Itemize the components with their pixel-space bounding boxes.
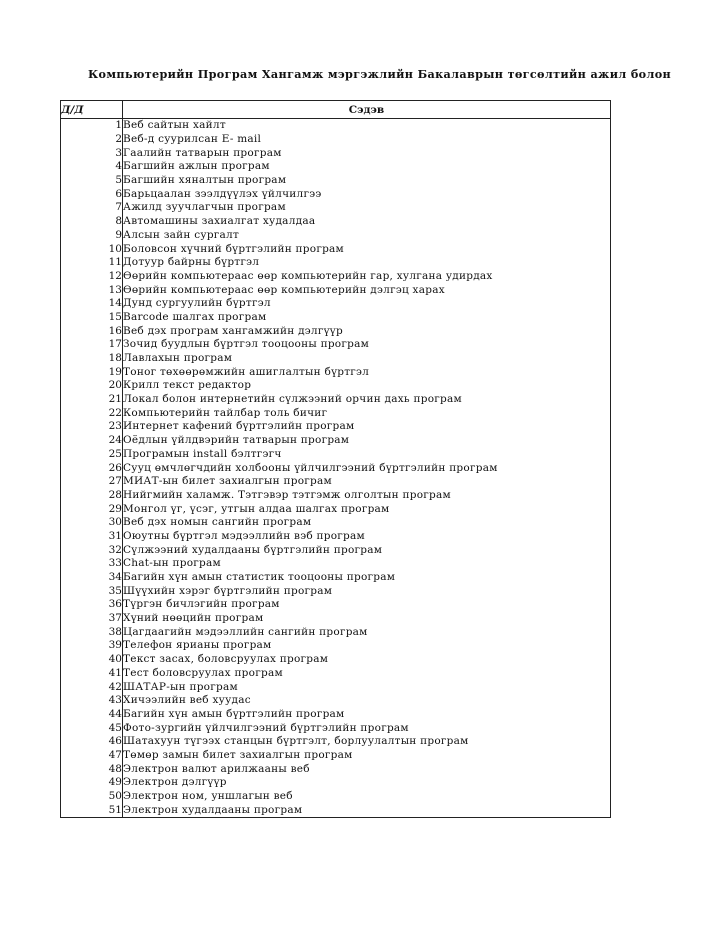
row-topic: Багшийн ажлын програм <box>123 160 611 174</box>
table-row <box>61 803 611 817</box>
row-topic: Шатахуун түгээх станцын бүртгэлт, борлуулалтын програм <box>123 735 611 749</box>
row-number: 32 <box>61 543 123 557</box>
row-topic: Оёдлын үйлдвэрийн татварын програм <box>123 434 611 448</box>
table-row <box>61 448 611 462</box>
row-topic: Веб дэх програм хангамжийн дэлгүүр <box>123 324 611 338</box>
row-topic: Алсын зайн сургалт <box>123 229 611 243</box>
table-row <box>61 160 611 174</box>
row-topic: Цагдаагийн мэдээллийн сангийн програм <box>123 625 611 639</box>
row-number: 47 <box>61 749 123 763</box>
row-topic: Ажилд зуучлагчын програм <box>123 201 611 215</box>
table-row <box>61 283 611 297</box>
number-column-header: Д/Д <box>61 101 123 119</box>
table-row <box>61 420 611 434</box>
table-row <box>61 256 611 270</box>
topic-column-header: Сэдэв <box>123 101 611 119</box>
row-number: 8 <box>61 215 123 229</box>
row-topic: ШАТАР-ын програм <box>123 680 611 694</box>
row-number: 26 <box>61 461 123 475</box>
row-number: 48 <box>61 762 123 776</box>
row-topic: Компьютерийн тайлбар толь бичиг <box>123 406 611 420</box>
row-number: 31 <box>61 530 123 544</box>
table-row <box>61 174 611 188</box>
row-topic: Интернет кафений бүртгэлийн програм <box>123 420 611 434</box>
table-row <box>61 790 611 804</box>
row-topic: Програмын install бэлтгэгч <box>123 448 611 462</box>
table-row <box>61 571 611 585</box>
row-topic: Монгол үг, үсэг, утгын алдаа шалгах програм <box>123 502 611 516</box>
row-topic: Веб сайтын хайлт <box>123 119 611 133</box>
table-row <box>61 187 611 201</box>
row-topic: Дунд сургуулийн бүртгэл <box>123 297 611 311</box>
row-topic: Дотуур байрны бүртгэл <box>123 256 611 270</box>
row-number: 35 <box>61 584 123 598</box>
row-number: 2 <box>61 133 123 147</box>
table-row <box>61 639 611 653</box>
row-topic: Chat-ын програм <box>123 557 611 571</box>
row-number: 43 <box>61 694 123 708</box>
row-number: 51 <box>61 803 123 817</box>
row-topic: Локал болон интернетийн сүлжээний орчин дахь програм <box>123 393 611 407</box>
row-topic: Веб дэх номын сангийн програм <box>123 516 611 530</box>
row-topic: Barcode шалгах програм <box>123 311 611 325</box>
row-topic: Шүүхийн хэрэг бүртгэлийн програм <box>123 584 611 598</box>
row-topic: Оюутны бүртгэл мэдээллийн вэб програм <box>123 530 611 544</box>
row-number: 14 <box>61 297 123 311</box>
row-number: 22 <box>61 406 123 420</box>
table-row <box>61 612 611 626</box>
row-number: 7 <box>61 201 123 215</box>
row-topic: Багийн хүн амын бүртгэлийн програм <box>123 708 611 722</box>
row-topic: Багийн хүн амын статистик тооцооны програм <box>123 571 611 585</box>
row-topic: Хүний нөөцийн програм <box>123 612 611 626</box>
table-row <box>61 133 611 147</box>
row-number: 24 <box>61 434 123 448</box>
table-row <box>61 543 611 557</box>
row-number: 25 <box>61 448 123 462</box>
table-row <box>61 625 611 639</box>
row-topic: Өөрийн компьютераас өөр компьютерийн дэлгэц харах <box>123 283 611 297</box>
table-row <box>61 324 611 338</box>
table-row <box>61 379 611 393</box>
table-row <box>61 201 611 215</box>
row-topic: Автомашины захиалгат худалдаа <box>123 215 611 229</box>
table-row <box>61 461 611 475</box>
table-row <box>61 146 611 160</box>
table-row <box>61 708 611 722</box>
table-row <box>61 502 611 516</box>
row-topic: Барьцаалан зээлдүүлэх үйлчилгээ <box>123 187 611 201</box>
row-number: 27 <box>61 475 123 489</box>
table-row <box>61 311 611 325</box>
table-row <box>61 653 611 667</box>
row-number: 3 <box>61 146 123 160</box>
table-row <box>61 762 611 776</box>
row-topic: Электрон дэлгүүр <box>123 776 611 790</box>
row-number: 5 <box>61 174 123 188</box>
table-row <box>61 297 611 311</box>
row-number: 23 <box>61 420 123 434</box>
row-number: 4 <box>61 160 123 174</box>
row-number: 28 <box>61 489 123 503</box>
row-number: 33 <box>61 557 123 571</box>
table-row <box>61 365 611 379</box>
row-number: 29 <box>61 502 123 516</box>
row-topic: Тест боловсруулах програм <box>123 667 611 681</box>
row-number: 50 <box>61 790 123 804</box>
table-row <box>61 270 611 284</box>
row-number: 19 <box>61 365 123 379</box>
row-topic: Багшийн хяналтын програм <box>123 174 611 188</box>
table-row <box>61 735 611 749</box>
row-topic: Сууц өмчлөгчдийн холбооны үйлчилгээний бүртгэлийн програм <box>123 461 611 475</box>
row-topic: Нийгмийн халамж. Тэтгэвэр тэтгэмж олголтын програм <box>123 489 611 503</box>
table-row <box>61 584 611 598</box>
topics-table <box>60 100 611 818</box>
row-number: 21 <box>61 393 123 407</box>
row-topic: Текст засах, боловсруулах програм <box>123 653 611 667</box>
row-number: 1 <box>61 119 123 133</box>
row-number: 45 <box>61 721 123 735</box>
table-row <box>61 215 611 229</box>
row-topic: Тоног төхөөрөмжийн ашиглалтын бүртгэл <box>123 365 611 379</box>
row-topic: Зочид буудлын бүртгэл тооцооны програм <box>123 338 611 352</box>
row-number: 49 <box>61 776 123 790</box>
table-body <box>61 119 611 818</box>
row-topic: Төмөр замын билет захиалгын програм <box>123 749 611 763</box>
row-number: 44 <box>61 708 123 722</box>
table-header-row <box>61 101 611 119</box>
row-number: 41 <box>61 667 123 681</box>
table-row <box>61 516 611 530</box>
row-number: 9 <box>61 229 123 243</box>
row-topic: Электрон валют арилжааны веб <box>123 762 611 776</box>
row-number: 37 <box>61 612 123 626</box>
row-number: 46 <box>61 735 123 749</box>
table-row <box>61 530 611 544</box>
table-row <box>61 229 611 243</box>
row-number: 40 <box>61 653 123 667</box>
row-number: 10 <box>61 242 123 256</box>
row-topic: Сүлжээний худалдааны бүртгэлийн програм <box>123 543 611 557</box>
table-row <box>61 557 611 571</box>
row-topic: Өөрийн компьютераас өөр компьютерийн гар, хулгана удирдах <box>123 270 611 284</box>
row-topic: МИАТ-ын билет захиалгын програм <box>123 475 611 489</box>
row-topic: Боловсон хүчний бүртгэлийн програм <box>123 242 611 256</box>
table-row <box>61 721 611 735</box>
table-row <box>61 434 611 448</box>
row-number: 6 <box>61 187 123 201</box>
row-topic: Гаалийн татварын програм <box>123 146 611 160</box>
row-topic: Лавлахын програм <box>123 352 611 366</box>
row-number: 39 <box>61 639 123 653</box>
table-row <box>61 694 611 708</box>
row-number: 30 <box>61 516 123 530</box>
row-number: 15 <box>61 311 123 325</box>
row-topic: Электрон ном, уншлагын веб <box>123 790 611 804</box>
table-row <box>61 406 611 420</box>
table-row <box>61 352 611 366</box>
row-topic: Фото-зургийн үйлчилгээний бүртгэлийн програм <box>123 721 611 735</box>
row-number: 36 <box>61 598 123 612</box>
table-row <box>61 749 611 763</box>
table-row <box>61 489 611 503</box>
row-number: 38 <box>61 625 123 639</box>
table-row <box>61 680 611 694</box>
row-topic: Веб-д суурилсан E- mail <box>123 133 611 147</box>
row-topic: Хичээлийн веб хуудас <box>123 694 611 708</box>
row-number: 16 <box>61 324 123 338</box>
row-number: 34 <box>61 571 123 585</box>
document-title: Компьютерийн Програм Хангамж мэргэжлийн Бакалаврын төгсөлтийн ажил болон <box>88 67 672 81</box>
table-row <box>61 598 611 612</box>
row-number: 12 <box>61 270 123 284</box>
table-row <box>61 119 611 133</box>
row-number: 42 <box>61 680 123 694</box>
row-number: 17 <box>61 338 123 352</box>
row-number: 11 <box>61 256 123 270</box>
row-topic: Түргэн бичлэгийн програм <box>123 598 611 612</box>
row-number: 20 <box>61 379 123 393</box>
row-topic: Крилл текст редактор <box>123 379 611 393</box>
row-topic: Телефон ярианы програм <box>123 639 611 653</box>
table-row <box>61 242 611 256</box>
table-row <box>61 776 611 790</box>
table-row <box>61 338 611 352</box>
row-number: 13 <box>61 283 123 297</box>
row-topic: Электрон худалдааны програм <box>123 803 611 817</box>
table-row <box>61 667 611 681</box>
row-number: 18 <box>61 352 123 366</box>
table-row <box>61 393 611 407</box>
table-row <box>61 475 611 489</box>
